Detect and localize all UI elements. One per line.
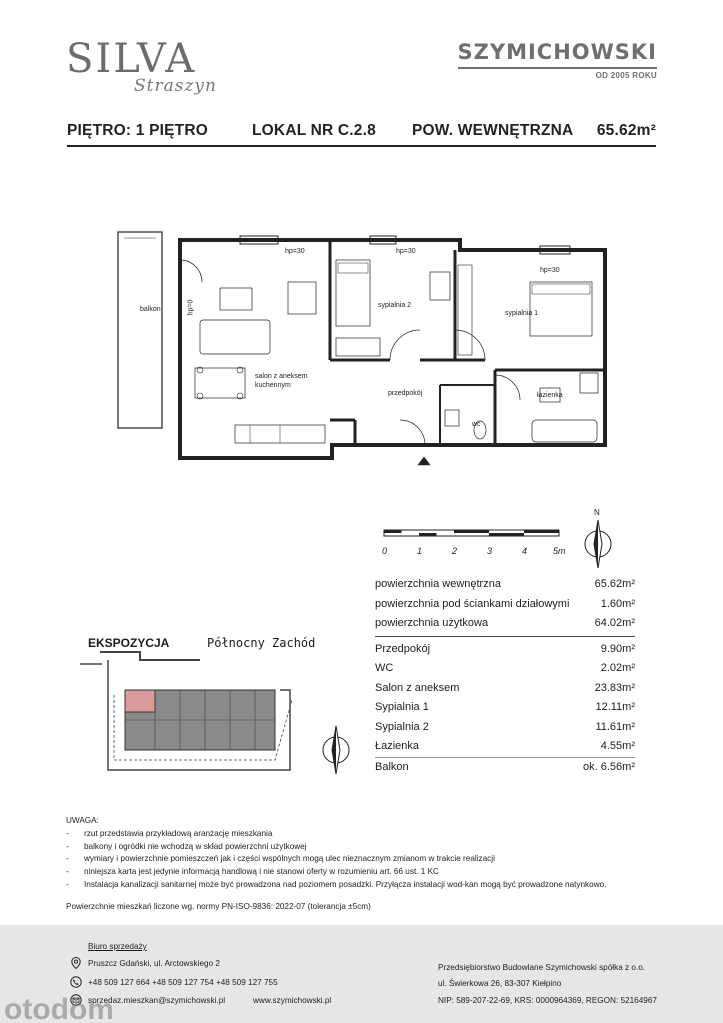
phone-icon: [70, 976, 82, 988]
brand-divider: [458, 67, 657, 69]
compass-north-label: N: [594, 508, 600, 517]
brand-name: SZYMICHOWSKI: [457, 40, 657, 64]
note-item: - Instalacja kanalizacji sanitarnej może być prowadzona nad poziomem posadzki. Przyłącza instalacji wod-kan mogą być prowadzone natynkowo.: [66, 879, 606, 892]
room-row: Sypialnia 2 11.61m²: [375, 720, 635, 733]
area-table: [375, 575, 635, 777]
area-divider: [375, 636, 635, 637]
notes-section: [66, 815, 606, 892]
scale-ticks: [380, 546, 580, 560]
sales-office-title: Biuro sprzedaży: [88, 942, 147, 951]
compass-needle: [583, 518, 613, 570]
area-row: powierzchnia wewnętrzna 65.62m²: [375, 578, 635, 590]
company-ids: NIP: 589-207-22-69, KRS: 0000964369, REGON: 52164967: [438, 996, 657, 1005]
scale-tick: 2: [452, 546, 458, 556]
info-divider: [67, 145, 656, 147]
scale-bar-graphic: [380, 525, 580, 541]
plan-label-hallway: przedpokój: [388, 390, 423, 397]
exposure-heading: EKSPOZYCJA: [88, 636, 170, 650]
compass-small-graphic: [318, 722, 354, 774]
area-value: 65.62m²: [596, 122, 656, 139]
otodom-watermark: otodom: [4, 993, 114, 1023]
plan-label-salon: salon z aneksem: [255, 373, 308, 380]
silva-logo: [66, 36, 266, 106]
plan-label-hp30: hp=30: [285, 248, 305, 255]
scale-tick: 4: [522, 546, 528, 556]
plan-label-wc: wc: [472, 421, 481, 428]
scale-tick: 5m: [553, 546, 566, 556]
compass-small-icon: [318, 722, 354, 774]
note-item: - rzut przedstawia przykładową aranżację mieszkania: [66, 828, 606, 841]
note-item: - wymiary i powierzchnie pomieszczeń jak i części wspólnych mogą ulec nieznacznym zmianom w trakcie realizacji: [66, 853, 606, 866]
company-address: ul. Świerkowa 26, 83-307 Kiełpino: [438, 979, 562, 988]
note-item: - balkony i ogródki nie wchodzą w skład powierzchni użytkowej: [66, 841, 606, 854]
balcony-row: Balkon ok. 6.56m²: [375, 760, 635, 773]
scale-tick: 3: [487, 546, 493, 556]
room-row: WC 2.02m²: [375, 662, 635, 674]
plan-label-balcony: balkon: [140, 306, 161, 313]
szymichowski-logo: [458, 40, 657, 80]
website-link[interactable]: www.szymichowski.pl: [253, 996, 332, 1005]
unit-info-bar: [67, 118, 656, 142]
site-plan: [80, 650, 320, 780]
note-item: - niniejsza karta jest jedynie informacją handlową i nie stanowi oferty w rozumieniu art. 66 ust. 1 KC: [66, 866, 606, 879]
floor-plan: [100, 220, 620, 470]
company-name: Przedsiębiorstwo Budowlane Szymichowski spółka z o.o.: [438, 963, 646, 972]
location-pin-icon: [70, 957, 82, 969]
sales-phones[interactable]: +48 509 127 664 +48 509 127 754 +48 509 127 755: [88, 978, 278, 987]
plan-label-salon-kitchen: kuchennym: [255, 382, 291, 389]
area-row: powierzchnia pod ściankami działowymi 1.60m²: [375, 597, 635, 610]
plan-label-hp30: hp=30: [540, 267, 560, 274]
scale-tick: 1: [417, 546, 423, 556]
room-row: Przedpokój 9.90m²: [375, 642, 635, 655]
plan-label-hp30: hp=30: [396, 248, 416, 255]
room-row: Sypialnia 1 12.11m²: [375, 701, 635, 713]
notes-title: UWAGA:: [66, 816, 99, 825]
compass-icon: [583, 508, 613, 568]
floor-plan-drawing: [100, 220, 620, 470]
plan-label-bathroom: łazienka: [537, 392, 563, 399]
plan-label-bedroom-2: sypialnia 2: [378, 302, 412, 309]
unit-number: LOKAL NR C.2.8: [252, 122, 376, 139]
silva-logo-text: SILVA: [66, 36, 197, 82]
scale-tick: 0: [382, 546, 388, 556]
exposure-direction: Północny Zachód: [207, 636, 316, 650]
sales-email[interactable]: sprzedaz.mieszkan@szymichowski.pl: [88, 996, 226, 1005]
area-label: POW. WEWNĘTRZNA: [412, 122, 574, 139]
footer: [0, 925, 723, 1023]
silva-logo-script: Straszyn: [134, 76, 217, 96]
floor-label: PIĘTRO: 1 PIĘTRO: [67, 122, 208, 139]
brand-subtitle: OD 2005 ROKU: [595, 71, 657, 80]
scale-bar: [380, 525, 580, 565]
room-row: Łazienka 4.55m²: [375, 740, 635, 752]
plan-label-hp0: hp=0: [187, 299, 195, 316]
room-row: Salon z aneksem 23.83m²: [375, 681, 635, 694]
plan-label-bedroom-1: sypialnia 1: [505, 310, 539, 317]
sales-office-address: Pruszcz Gdański, ul. Arctowskiego 2: [88, 959, 220, 968]
balcony-outline: [118, 232, 162, 428]
area-row: powierzchnia użytkowa 64.02m²: [375, 617, 635, 629]
site-plan-drawing: [80, 650, 320, 780]
area-norm-note: Powierzchnie mieszkań liczone wg. normy PN-ISO-9836: 2022-07 (tolerancja ±5cm): [66, 902, 371, 911]
unit-highlight: [125, 690, 155, 712]
